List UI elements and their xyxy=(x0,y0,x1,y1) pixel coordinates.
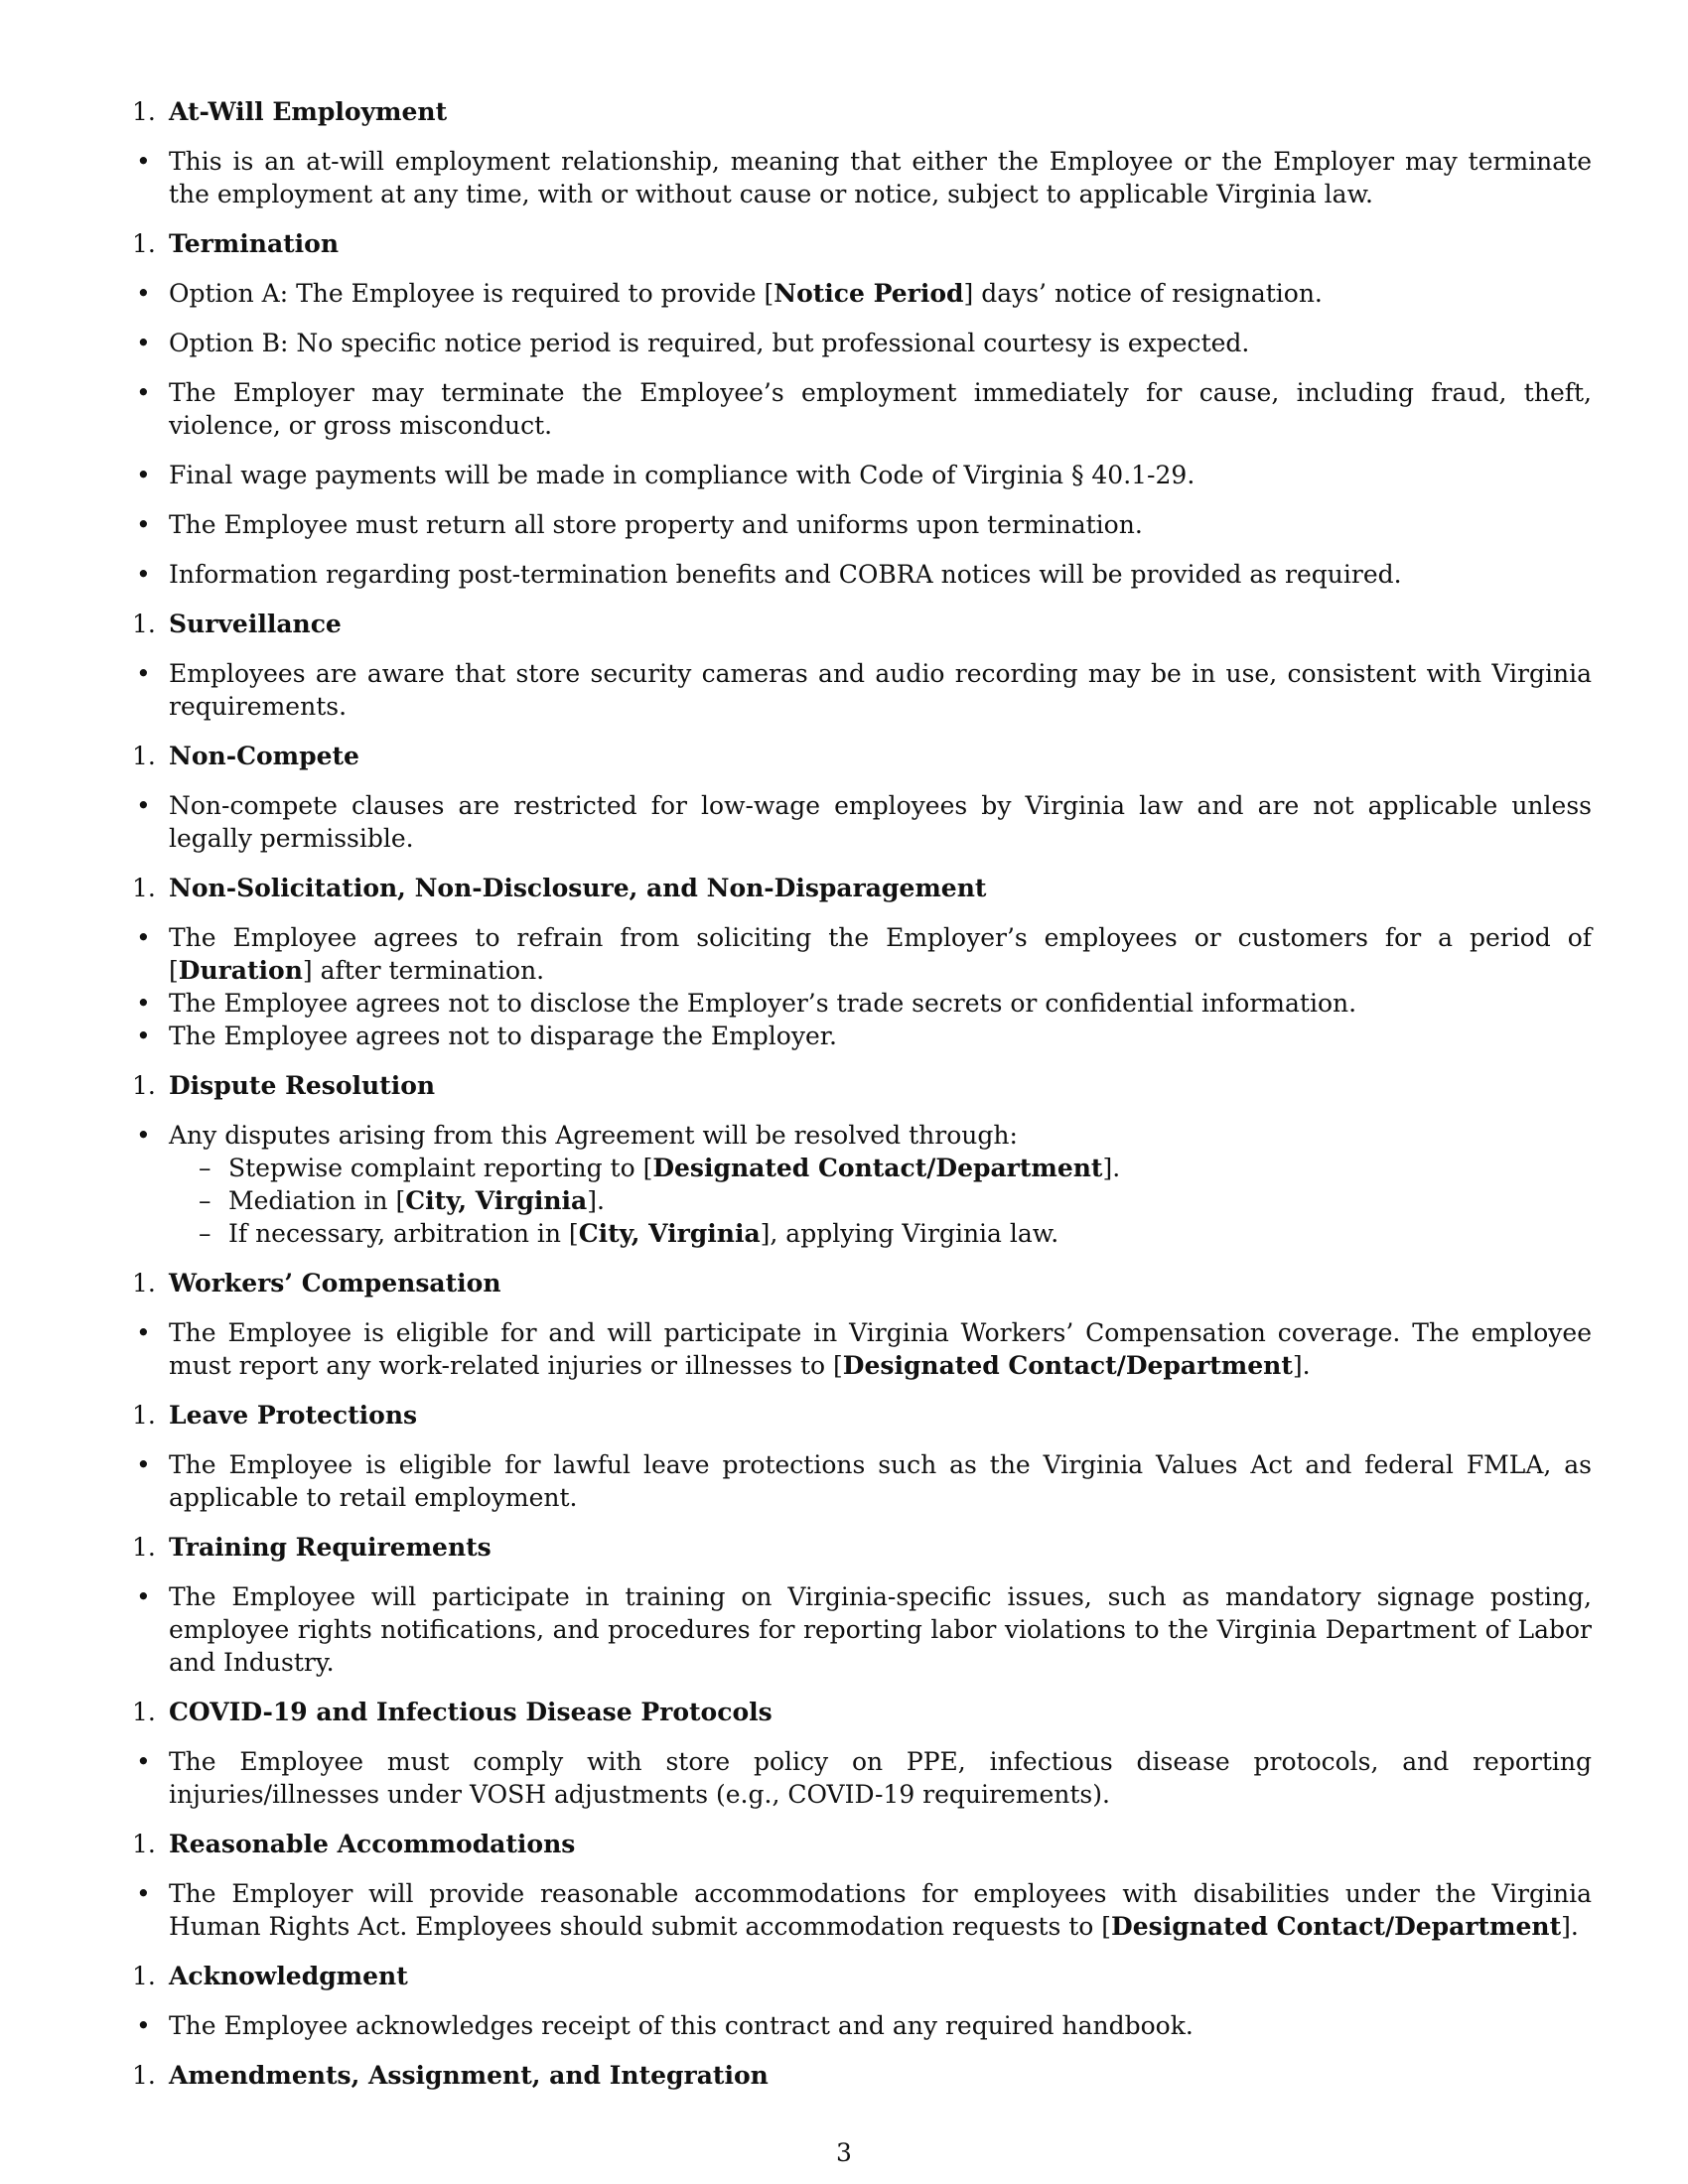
section-title: Surveillance xyxy=(169,610,342,638)
bullet-list xyxy=(132,145,1592,210)
section-heading xyxy=(132,608,1592,640)
section-heading xyxy=(132,2059,1592,2092)
section-number: 1. xyxy=(132,1830,156,1858)
list-item xyxy=(132,987,1592,1020)
bullet-icon: • xyxy=(136,1582,151,1611)
list-item xyxy=(132,459,1592,491)
list-item xyxy=(132,1877,1592,1943)
sub-list-item xyxy=(169,1184,1592,1217)
bullet-icon: • xyxy=(136,461,151,489)
section-title: Acknowledgment xyxy=(169,1962,408,1990)
list-item-text: The Employee is eligible for lawful leave protections such as the Virginia Values Act and federal FMLA, as applicable to retail employment. xyxy=(169,1450,1592,1512)
list-item-text-after: ]. xyxy=(1292,1351,1311,1380)
list-item xyxy=(132,2009,1592,2042)
dash-icon: – xyxy=(199,1186,211,1215)
list-item-text: The Employee will participate in training on Virginia-specific issues, such as mandatory signage posting, employee rights notifications, and procedures for reporting labor violations to the Virginia Department of Labor and Industry. xyxy=(169,1582,1592,1677)
bullet-icon: • xyxy=(136,923,151,952)
list-item-text: Employees are aware that store security cameras and audio recording may be in use, consistent with Virginia requirements. xyxy=(169,659,1592,721)
list-item-text-before: The Employer will provide reasonable accommodations for employees with disabilities under the Virginia Human Rights Act. Employees should submit accommodation requests to [ xyxy=(169,1879,1592,1941)
list-item-text: The Employer may terminate the Employee’s employment immediately for cause, including fraud, theft, violence, or gross misconduct. xyxy=(169,378,1592,440)
section-title: Non-Compete xyxy=(169,742,359,770)
list-item-text-after: ] after termination. xyxy=(302,956,545,985)
bullet-icon: • xyxy=(136,1879,151,1908)
list-item xyxy=(132,1448,1592,1514)
bullet-icon: • xyxy=(136,1121,151,1150)
section-number: 1. xyxy=(132,1962,156,1990)
placeholder-duration: Duration xyxy=(178,956,303,985)
list-item-text: This is an at-will employment relationship, meaning that either the Employee or the Employer may terminate the employment at any time, with or without cause or notice, subject to applicable Virginia law. xyxy=(169,147,1592,208)
section-number: 1. xyxy=(132,229,156,258)
sub-item-text-after: ]. xyxy=(1102,1154,1121,1182)
bullet-list xyxy=(132,1316,1592,1382)
section-title: Workers’ Compensation xyxy=(169,1269,501,1297)
sub-item-text-before: Stepwise complaint reporting to [ xyxy=(228,1154,653,1182)
section-heading xyxy=(132,1399,1592,1432)
list-item-text-after: ]. xyxy=(1561,1912,1579,1941)
sub-item-text-after: ], applying Virginia law. xyxy=(760,1219,1059,1248)
dash-icon: – xyxy=(199,1219,211,1248)
list-item xyxy=(132,1119,1592,1250)
section-non-solicitation xyxy=(132,872,1592,1052)
list-item xyxy=(132,921,1592,987)
section-workers-compensation xyxy=(132,1267,1592,1382)
bullet-list xyxy=(132,789,1592,855)
placeholder-designated-contact: Designated Contact/Department xyxy=(842,1351,1293,1380)
list-item xyxy=(132,657,1592,723)
section-heading xyxy=(132,1960,1592,1992)
section-title: At-Will Employment xyxy=(169,97,448,126)
placeholder-city-virginia: City, Virginia xyxy=(578,1219,761,1248)
bullet-icon: • xyxy=(136,989,151,1018)
section-number: 1. xyxy=(132,610,156,638)
list-item-text: Non-compete clauses are restricted for low-wage employees by Virginia law and are not applicable unless legally permissible. xyxy=(169,791,1592,853)
section-heading xyxy=(132,740,1592,772)
section-title: Dispute Resolution xyxy=(169,1071,436,1100)
sub-item-text-after: ]. xyxy=(587,1186,605,1215)
section-surveillance xyxy=(132,608,1592,723)
bullet-icon: • xyxy=(136,1450,151,1479)
bullet-icon: • xyxy=(136,560,151,589)
section-heading xyxy=(132,1069,1592,1102)
list-item xyxy=(132,558,1592,591)
placeholder-designated-contact: Designated Contact/Department xyxy=(1111,1912,1562,1941)
list-item xyxy=(132,145,1592,210)
list-item xyxy=(132,1020,1592,1052)
section-title: Termination xyxy=(169,229,340,258)
section-number: 1. xyxy=(132,97,156,126)
bullet-icon: • xyxy=(136,1318,151,1347)
placeholder-designated-contact: Designated Contact/Department xyxy=(652,1154,1103,1182)
bullet-icon: • xyxy=(136,791,151,820)
list-item-text: The Employee agrees not to disparage the Employer. xyxy=(169,1022,837,1050)
list-item-text: Option B: No specific notice period is required, but professional courtesy is expected. xyxy=(169,329,1250,357)
bullet-list xyxy=(132,657,1592,723)
bullet-list xyxy=(132,277,1592,591)
sub-item-text-before: If necessary, arbitration in [ xyxy=(228,1219,579,1248)
section-dispute-resolution xyxy=(132,1069,1592,1250)
placeholder-notice-period: Notice Period xyxy=(774,279,964,308)
section-title: Amendments, Assignment, and Integration xyxy=(169,2061,769,2090)
list-item xyxy=(132,508,1592,541)
section-heading xyxy=(132,1267,1592,1299)
section-number: 1. xyxy=(132,742,156,770)
section-heading xyxy=(132,1696,1592,1728)
section-title: Leave Protections xyxy=(169,1401,418,1430)
bullet-list xyxy=(132,1448,1592,1514)
section-number: 1. xyxy=(132,1269,156,1297)
placeholder-city-virginia: City, Virginia xyxy=(405,1186,588,1215)
sub-list xyxy=(169,1152,1592,1250)
section-number: 1. xyxy=(132,1401,156,1430)
section-training-requirements xyxy=(132,1531,1592,1679)
section-leave-protections xyxy=(132,1399,1592,1514)
bullet-list xyxy=(132,1745,1592,1811)
sub-list-item xyxy=(169,1217,1592,1250)
section-number: 1. xyxy=(132,1533,156,1562)
bullet-icon: • xyxy=(136,279,151,308)
section-number: 1. xyxy=(132,1071,156,1100)
section-title: Reasonable Accommodations xyxy=(169,1830,576,1858)
list-item xyxy=(132,789,1592,855)
document-body xyxy=(132,95,1592,2109)
list-item-text: The Employee must comply with store policy on PPE, infectious disease protocols, and reporting injuries/illnesses under VOSH adjustments (e.g., COVID-19 requirements). xyxy=(169,1747,1592,1809)
sub-item-text-before: Mediation in [ xyxy=(228,1186,406,1215)
list-item-text-after: ] days’ notice of resignation. xyxy=(963,279,1323,308)
list-item-text-before: The Employee is eligible for and will participate in Virginia Workers’ Compensation coverage. The employee must report any work-related injuries or illnesses to [ xyxy=(169,1318,1592,1380)
list-item-text-before: Option A: The Employee is required to provide [ xyxy=(169,279,774,308)
bullet-list xyxy=(132,921,1592,1052)
section-heading xyxy=(132,227,1592,260)
list-item xyxy=(132,277,1592,310)
sub-list-item xyxy=(169,1152,1592,1184)
page-number: 3 xyxy=(836,2138,852,2167)
list-item-text: The Employee acknowledges receipt of this contract and any required handbook. xyxy=(169,2011,1194,2040)
bullet-icon: • xyxy=(136,510,151,539)
section-heading xyxy=(132,1531,1592,1564)
list-item-text: The Employee must return all store property and uniforms upon termination. xyxy=(169,510,1143,539)
list-item xyxy=(132,327,1592,359)
section-amendments xyxy=(132,2059,1592,2092)
section-heading xyxy=(132,95,1592,128)
bullet-list xyxy=(132,1580,1592,1679)
section-non-compete xyxy=(132,740,1592,855)
bullet-list xyxy=(132,2009,1592,2042)
bullet-icon: • xyxy=(136,329,151,357)
list-item xyxy=(132,1580,1592,1679)
section-termination xyxy=(132,227,1592,591)
list-item-text: Final wage payments will be made in compliance with Code of Virginia § 40.1-29. xyxy=(169,461,1196,489)
list-item xyxy=(132,1745,1592,1811)
section-number: 1. xyxy=(132,1698,156,1726)
section-heading xyxy=(132,1828,1592,1860)
section-title: Non-Solicitation, Non-Disclosure, and Non-Disparagement xyxy=(169,874,987,902)
bullet-icon: • xyxy=(136,378,151,407)
bullet-icon: • xyxy=(136,659,151,688)
section-acknowledgment xyxy=(132,1960,1592,2042)
dash-icon: – xyxy=(199,1154,211,1182)
list-item xyxy=(132,376,1592,442)
section-number: 1. xyxy=(132,874,156,902)
bullet-icon: • xyxy=(136,1022,151,1050)
section-at-will-employment xyxy=(132,95,1592,210)
bullet-list xyxy=(132,1119,1592,1250)
section-number: 1. xyxy=(132,2061,156,2090)
bullet-icon: • xyxy=(136,2011,151,2040)
list-item xyxy=(132,1316,1592,1382)
list-item-text: Any disputes arising from this Agreement will be resolved through: xyxy=(169,1121,1018,1150)
section-covid-19-protocols xyxy=(132,1696,1592,1811)
section-reasonable-accommodations xyxy=(132,1828,1592,1943)
list-item-text: The Employee agrees not to disclose the Employer’s trade secrets or confidential information. xyxy=(169,989,1357,1018)
list-item-text: Information regarding post-termination benefits and COBRA notices will be provided as required. xyxy=(169,560,1402,589)
bullet-icon: • xyxy=(136,1747,151,1776)
bullet-list xyxy=(132,1877,1592,1943)
list-item-text-before: The Employee agrees to refrain from soliciting the Employer’s employees or customers for a period of [ xyxy=(169,923,1592,985)
section-title: Training Requirements xyxy=(169,1533,492,1562)
section-heading xyxy=(132,872,1592,904)
section-title: COVID-19 and Infectious Disease Protocols xyxy=(169,1698,773,1726)
bullet-icon: • xyxy=(136,147,151,176)
